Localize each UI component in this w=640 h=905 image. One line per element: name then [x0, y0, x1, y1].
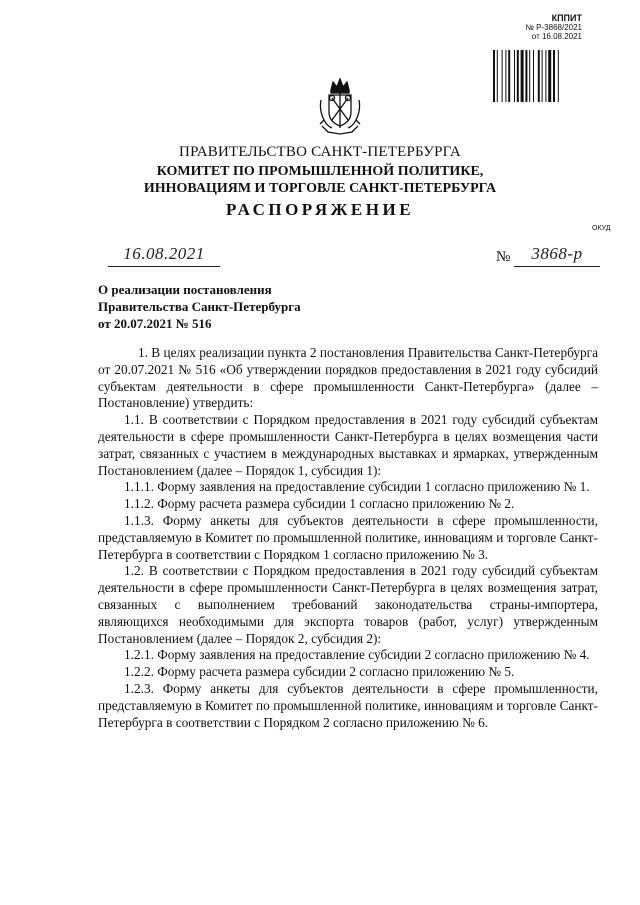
- committee-title-line1: КОМИТЕТ ПО ПРОМЫШЛЕННОЙ ПОЛИТИКЕ,: [156, 164, 484, 179]
- okud-label: ОКУД: [592, 225, 611, 232]
- paragraph-1-2-1: 1.2.1. Форму заявления на предоставление субсидии 2 согласно приложению № 4.: [124, 647, 590, 663]
- number-field: [514, 245, 600, 267]
- subject-line: от 20.07.2021 № 516: [98, 316, 212, 331]
- document-body: [98, 345, 598, 731]
- date-field: [108, 245, 220, 267]
- number-value: 3868-р: [531, 244, 583, 263]
- registration-stamp: [490, 14, 582, 41]
- government-title: ПРАВИТЕЛЬСТВО САНКТ-ПЕТЕРБУРГА: [179, 144, 461, 160]
- number-label: №: [496, 249, 511, 265]
- paragraph-1-1: 1.1. В соответствии с Порядком предоставления в 2021 году субсидий субъектам деятельности в сфере промышленности Санкт-Петербурга в целях возмещения части затрат, связанных с участием в международных выставках и ярмарках, утвержденным Постановлением (далее – Порядок 1, субсидия 1):: [98, 412, 598, 478]
- number-underline: [514, 266, 600, 267]
- stamp-date: от 16.08.2021: [531, 32, 582, 41]
- barcode: [492, 50, 580, 102]
- paragraph-1: 1. В целях реализации пункта 2 постановления Правительства Санкт-Петербурга от 20.07.2021 № 516 «Об утверждении порядков предоставления в 2021 году субсидий субъектам деятельности в сфере промышленности Санкт-Петербурга» (далее – Постановление) утвердить:: [98, 345, 599, 411]
- subject-line: Правительства Санкт-Петербурга: [98, 299, 301, 314]
- date-value: 16.08.2021: [123, 244, 205, 263]
- paragraph-1-2-3: 1.2.3. Форму анкеты для субъектов деятельности в сфере промышленности, представляемую в Комитет по промышленной политике, инновациям и торговле Санкт-Петербурга в соответствии с Порядком 2 согласно приложению № 6.: [98, 680, 598, 730]
- subject-line: О реализации постановления: [98, 282, 272, 297]
- paragraph-1-2-2: 1.2.2. Форму расчета размера субсидии 2 согласно приложению № 5.: [124, 664, 515, 680]
- paragraph-1-1-3: 1.1.3. Форму анкеты для субъектов деятельности в сфере промышленности, представляемую в Комитет по промышленной политике, инновациям и торговле Санкт-Петербурга в соответствии с Порядком 1 согласно приложению № 3.: [98, 512, 598, 562]
- stamp-title: КППИТ: [551, 13, 582, 23]
- document-type: РАСПОРЯЖЕНИЕ: [225, 200, 415, 219]
- subject-block: [98, 281, 301, 332]
- date-underline: [108, 266, 220, 267]
- committee-title-line2: ИННОВАЦИЯМ И ТОРГОВЛЕ САНКТ-ПЕТЕРБУРГА: [143, 181, 497, 196]
- paragraph-1-2: 1.2. В соответствии с Порядком предоставления в 2021 году субсидий субъектам деятельности в сфере промышленности Санкт-Петербурга в целях возмещения затрат, связанных с выполнением требований законодательства страны-импортера, являющихся необходимыми для экспорта товаров (работ, услуг) утвержденным Постановлением (далее – Порядок 2, субсидия 2):: [98, 563, 598, 646]
- paragraph-1-1-2: 1.1.2. Форму расчета размера субсидии 1 согласно приложению № 2.: [124, 496, 515, 512]
- paragraph-1-1-1: 1.1.1. Форму заявления на предоставление субсидии 1 согласно приложению № 1.: [124, 479, 590, 495]
- coat-of-arms-icon: [318, 76, 362, 136]
- stamp-number: № Р-3868/2021: [525, 23, 582, 32]
